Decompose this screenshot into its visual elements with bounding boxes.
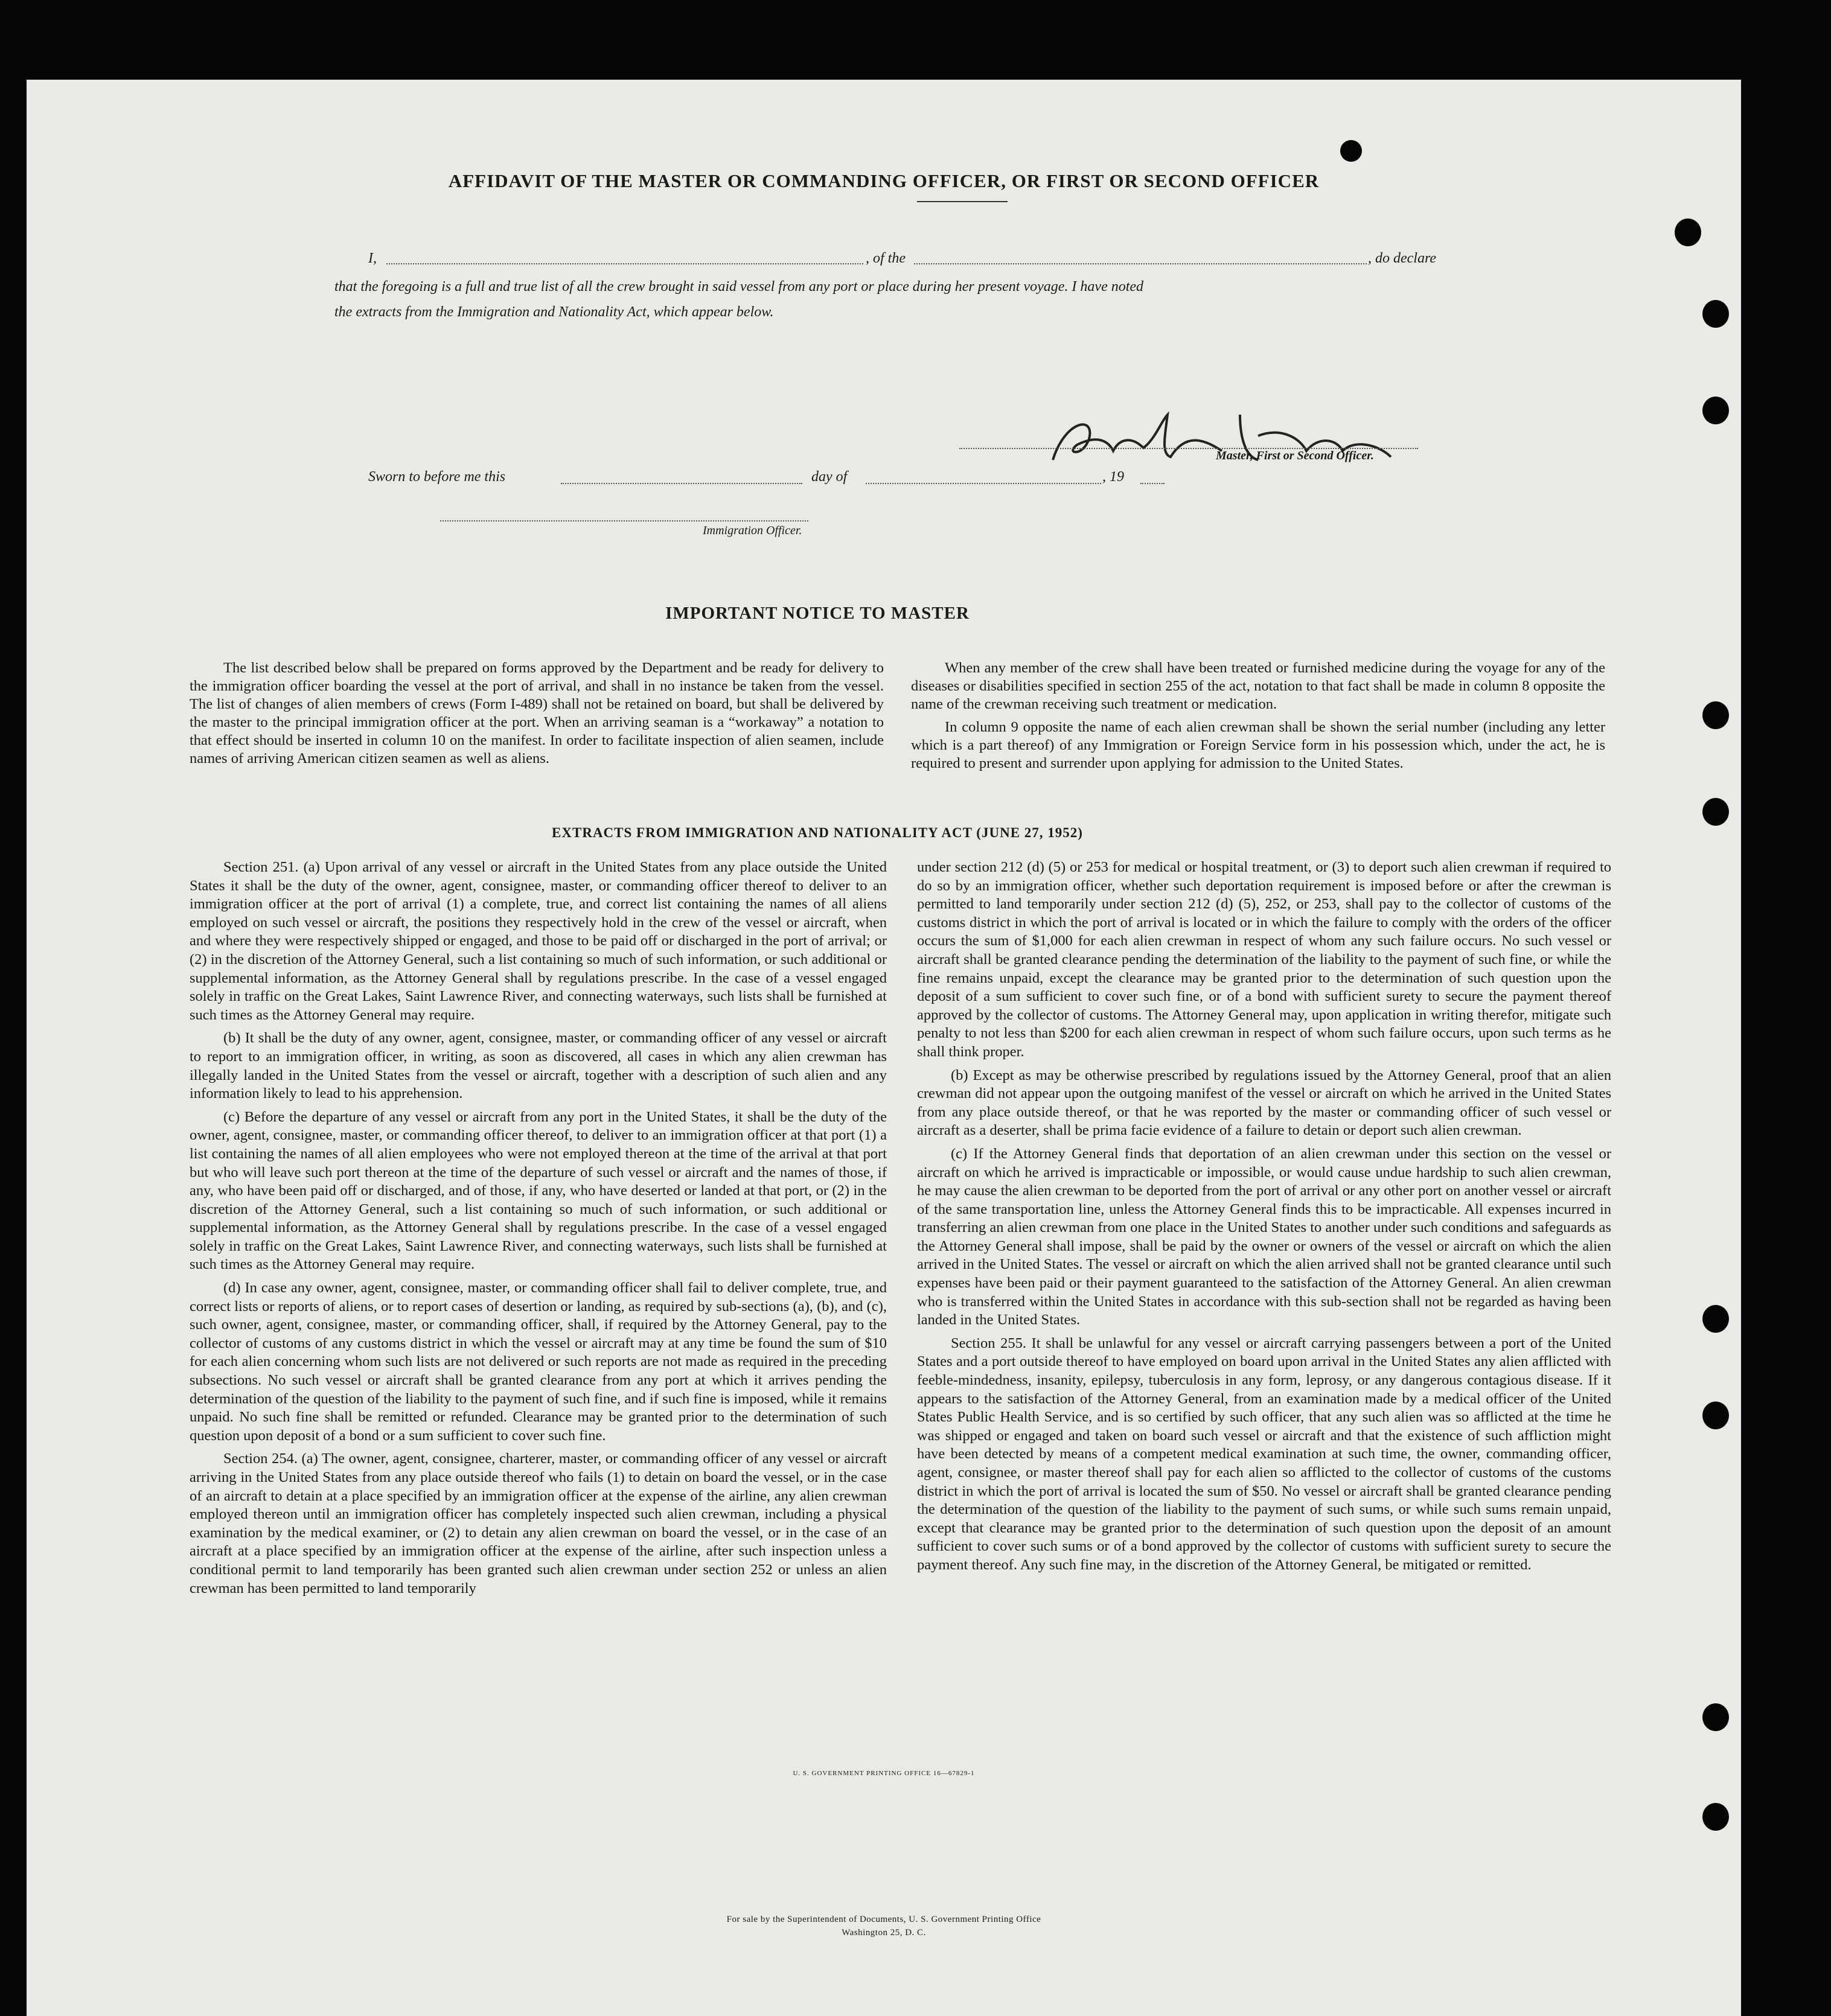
year-prefix: , 19: [1102, 469, 1124, 485]
punch-hole: [1702, 1305, 1729, 1333]
notice-paragraph: The list described below shall be prepared on forms approved by the Department and be ready for delivery to the immigration officer boarding the vessel at the port of arrival, and shall in no instance be taken from the vessel. The list of changes of alien members of crews (Form I-489) shall not be retained on board, but shall be delivered by the master to the principal immigration officer at the port. When an arriving seaman is a “workaway” a notation to that effect should be inserted in column 10 on the manifest. In order to facilitate inspection of alien seamen, include names of arriving American citizen seamen as well as aliens.: [190, 660, 884, 767]
affidavit-title: AFFIDAVIT OF THE MASTER OR COMMANDING OFFICER, OR FIRST OR SECOND OFFICER: [448, 170, 1320, 191]
extract-paragraph: Section 251. (a) Upon arrival of any vessel or aircraft in the United States from any place outside the United States it shall be the duty of the owner, agent, consignee, master, or commanding officer thereof to deliver to an immigration officer at the port of arrival (1) a complete, true, and correct list containing the names of all aliens employed on such vessel or aircraft, the positions they respectively hold in the crew of the vessel or aircraft, when and where they were respectively shipped or engaged, and those to be paid off or discharged in the port of arrival; or (2) in the discretion of the Attorney General, such a list containing so much of such information, or such additional or supplemental information, as the Attorney General shall by regulations prescribe. In the case of a vessel engaged solely in traffic on the Great Lakes, Saint Lawrence River, and connecting waterways, such lists shall be furnished at such times as the Attorney General may require.: [190, 859, 887, 1023]
extract-paragraph: Section 254. (a) The owner, agent, consignee, charterer, master, or commanding officer of any vessel or aircraft arriving in the United States from any place outside thereof who fails (1) to detain on board the vessel, or in the case of an aircraft to detain at a place specified by an immigration officer at the expense of the airline, any alien crewman employed thereon until an immigration officer has completely inspected such alien crewman, including a physical examination by the medical examiner, or (2) to detain any alien crewman on board the vessel, or in the case of an aircraft at a place specified by an immigration officer at the expense of the airline, after such inspection unless a conditional permit to land temporarily has been granted such alien crewman under section 252 or unless an alien crewman has been permitted to land temporarily: [190, 1450, 887, 1597]
extract-paragraph: Section 255. It shall be unlawful for any vessel or aircraft carrying passengers between a port of the United States and a port outside thereof to have employed on board upon arrival in the United States any alien afflicted with feeble-mindedness, insanity, epilepsy, tuberculosis in any form, leprosy, or any dangerous contagious disease. If it appears to the satisfaction of the Attorney General, from an examination made by a medical officer of the United States Public Health Service, and is so certified by such officer, that any such alien was so afflicted at the time he was shipped or engaged and taken on board such vessel or aircraft and that the existence of such affliction might have been detected by means of a competent medical examination at such time, the owner, commanding officer, agent, consignee, or master thereof shall pay for each alien so afflicted to the collector of customs of the customs district in which the port of arrival is located the sum of $50. No vessel or aircraft shall be granted clearance pending the determination of the question of the liability to the payment of such sums, or while such sums remain unpaid, except that clearance may be granted prior to the determination of such question upon the deposit of an amount sufficient to cover such sums or of a bond approved by the collector of customs with sufficient surety to secure the payment thereof. Any such fine may, in the discretion of the Attorney General, be mitigated or remitted.: [917, 1335, 1611, 1573]
day-of-text: day of: [811, 469, 848, 485]
extract-paragraph: (b) Except as may be otherwise prescribed by regulations issued by the Attorney General, proof that an alien crewman did not appear upon the outgoing manifest of the vessel or aircraft on which he arrived in the United States from any place outside thereof, or that he was reported by the master or commanding officer of such vessel or aircraft as a deserter, shall be prima facie evidence of a failure to detain or deport such alien crewman.: [917, 1067, 1611, 1139]
punch-hole: [1675, 219, 1701, 246]
vessel-name-field[interactable]: [914, 263, 1367, 264]
master-signature: [1041, 403, 1403, 475]
vessel-prefix: , of the: [866, 250, 906, 266]
extract-paragraph: under section 212 (d) (5) or 253 for medical or hospital treatment, or (3) to deport such alien crewman if required to do so by an immigration officer, whether such deportation requirement is imposed before or after the crewman is permitted to land temporarily under section 212 (d) (5), 252, or 253, shall pay to the collector of customs of the customs district in which the port of arrival is located or in which the failure to comply with the orders of the officer occurs the sum of $1,000 for each alien crewman in respect of whom any such failure occurs. No such vessel or aircraft shall be granted clearance pending the determination of the liability to the payment of such fine, or while the fine remains unpaid, except the clearance may be granted prior to the determination of such question upon the deposit of a sum sufficient to cover such fine, or of a bond with sufficient surety to secure the payment thereof approved by the collector of customs. The Attorney General may, upon application in writing therefor, mitigate such penalty to not less than $200 for each alien crewman in respect of whom such failure occurs, upon such terms as he shall think proper.: [917, 859, 1611, 1060]
sale-notice: For sale by the Superintendent of Documents, U. S. Government Printing Office: [726, 1915, 1041, 1924]
sale-address: Washington 25, D. C.: [842, 1928, 926, 1938]
declarant-prefix: I,: [368, 250, 377, 266]
declaration-line-2: the extracts from the Immigration and Nationality Act, which appear below.: [334, 304, 774, 320]
extract-paragraph: (b) It shall be the duty of any owner, agent, consignee, master, or commanding officer of any vessel or aircraft to report to an immigration officer, in writing, as soon as discovered, all cases in which any alien crewman has illegally landed in the United States from the vessel or aircraft, together with a description of such alien and any information likely to lead to his apprehension.: [190, 1030, 887, 1102]
notice-paragraph: When any member of the crew shall have been treated or furnished medicine during the voyage for any of the diseases or disabilities specified in section 255 of the act, notation to that fact shall be made in column 8 opposite the name of the crewman receiving such treatment or medication.: [911, 660, 1605, 712]
punch-hole: [1702, 1402, 1729, 1429]
punch-hole: [1702, 701, 1729, 729]
signer-title: Master, First or Second Officer.: [1216, 449, 1374, 462]
declaration-line: that the foregoing is a full and true list of all the crew brought in said vessel from any port or place during her present voyage. I have noted: [334, 279, 1144, 295]
sworn-day-field[interactable]: [561, 483, 802, 484]
notice-right-column: [911, 659, 1605, 777]
punch-hole: [1702, 300, 1729, 328]
declarant-name-field[interactable]: [386, 263, 863, 264]
extract-paragraph: (c) Before the departure of any vessel or aircraft from any port in the United States, it shall be the duty of the owner, agent, consignee, master, or commanding officer thereof, to deliver to an immigration officer at that port (1) a list containing the names of all alien employees who were not employed thereon at the time of the arrival at that port but who will leave such port thereon at the time of the departure of such vessel or aircraft and the names of those, if any, who have been paid off or discharged, and of those, if any, who have deserted or landed at that port, or (2) in the discretion of the Attorney General, such a list containing so much of such information, or such additional or supplemental information, as the Attorney General shall by regulations prescribe. In the case of a vessel engaged solely in traffic on the Great Lakes, Saint Lawrence River, and connecting waterways, such lists shall be furnished at such times as the Attorney General may require.: [190, 1108, 887, 1273]
punch-hole: [1702, 1803, 1729, 1831]
extracts-left-column: [190, 858, 887, 1603]
title-rule: [917, 201, 1008, 202]
extracts-right-column: [917, 858, 1611, 1580]
extracts-title: EXTRACTS FROM IMMIGRATION AND NATIONALITY ACT (JUNE 27, 1952): [552, 825, 1083, 840]
punch-hole: [1702, 397, 1729, 424]
immigration-officer-label: Immigration Officer.: [703, 524, 802, 537]
punch-hole: [1340, 140, 1362, 162]
sworn-text: Sworn to before me this: [368, 469, 506, 485]
extract-paragraph: (d) In case any owner, agent, consignee, master, or commanding officer shall fail to deliver complete, true, and correct lists or reports of aliens, or to report cases of desertion or landing, as required by sub-sections (a), (b), and (c), such owner, agent, consignee, master, or commanding officer, shall, if required by the Attorney General, pay to the collector of customs of any customs district in which the vessel or aircraft may at any time be found the sum of $10 for each alien concerning whom such lists are not delivered or such reports are not made as required in the preceding subsections. No such vessel or aircraft shall be granted clearance from any port at which it arrives pending the determination of the question of the liability to the payment of such fine, and if such fine is imposed, while it remains unpaid. No such fine shall be remitted or refunded. Clearance may be granted prior to the determination of such question upon deposit of a bond or a sum sufficient to cover such fine.: [190, 1280, 887, 1444]
notice-left-column: [190, 659, 884, 773]
printing-office-line: U. S. GOVERNMENT PRINTING OFFICE 16—67829-1: [793, 1770, 975, 1777]
document-page: [27, 80, 1741, 2016]
declare-text: , do declare: [1368, 250, 1437, 266]
notice-title: IMPORTANT NOTICE TO MASTER: [665, 604, 970, 623]
punch-hole: [1702, 798, 1729, 826]
punch-hole: [1702, 1703, 1729, 1731]
sworn-month-field[interactable]: [866, 483, 1101, 484]
sworn-year-field[interactable]: [1140, 483, 1165, 484]
notice-paragraph: In column 9 opposite the name of each alien crewman shall be shown the serial number (including any letter which is a part thereof) of any Immigration or Foreign Service form in his possession which, under the act, he is required to present and surrender upon applying for admission to the United States.: [911, 719, 1605, 771]
immigration-officer-signature-line[interactable]: [440, 520, 808, 522]
extract-paragraph: (c) If the Attorney General finds that deportation of an alien crewman under this section on the vessel or aircraft on which he arrived is impracticable or impossible, or would cause undue hardship to such alien crewman, he may cause the alien crewman to be deported from the port of arrival or any other port on another vessel or aircraft of the same transportation line, unless the Attorney General finds this to be impracticable. All expenses incurred in transferring an alien crewman from one place in the United States to another under such conditions and safeguards as the Attorney General shall impose, shall be paid by the owner or owners of the vessel or aircraft on which the alien arrived in the United States. The vessel or aircraft on which the alien arrived shall not be granted clearance until such expenses have been paid or their payment guaranteed to the satisfaction of the Attorney General. An alien crewman who is transferred within the United States in accordance with this sub-section shall not be regarded as having been landed in the United States.: [917, 1145, 1611, 1329]
